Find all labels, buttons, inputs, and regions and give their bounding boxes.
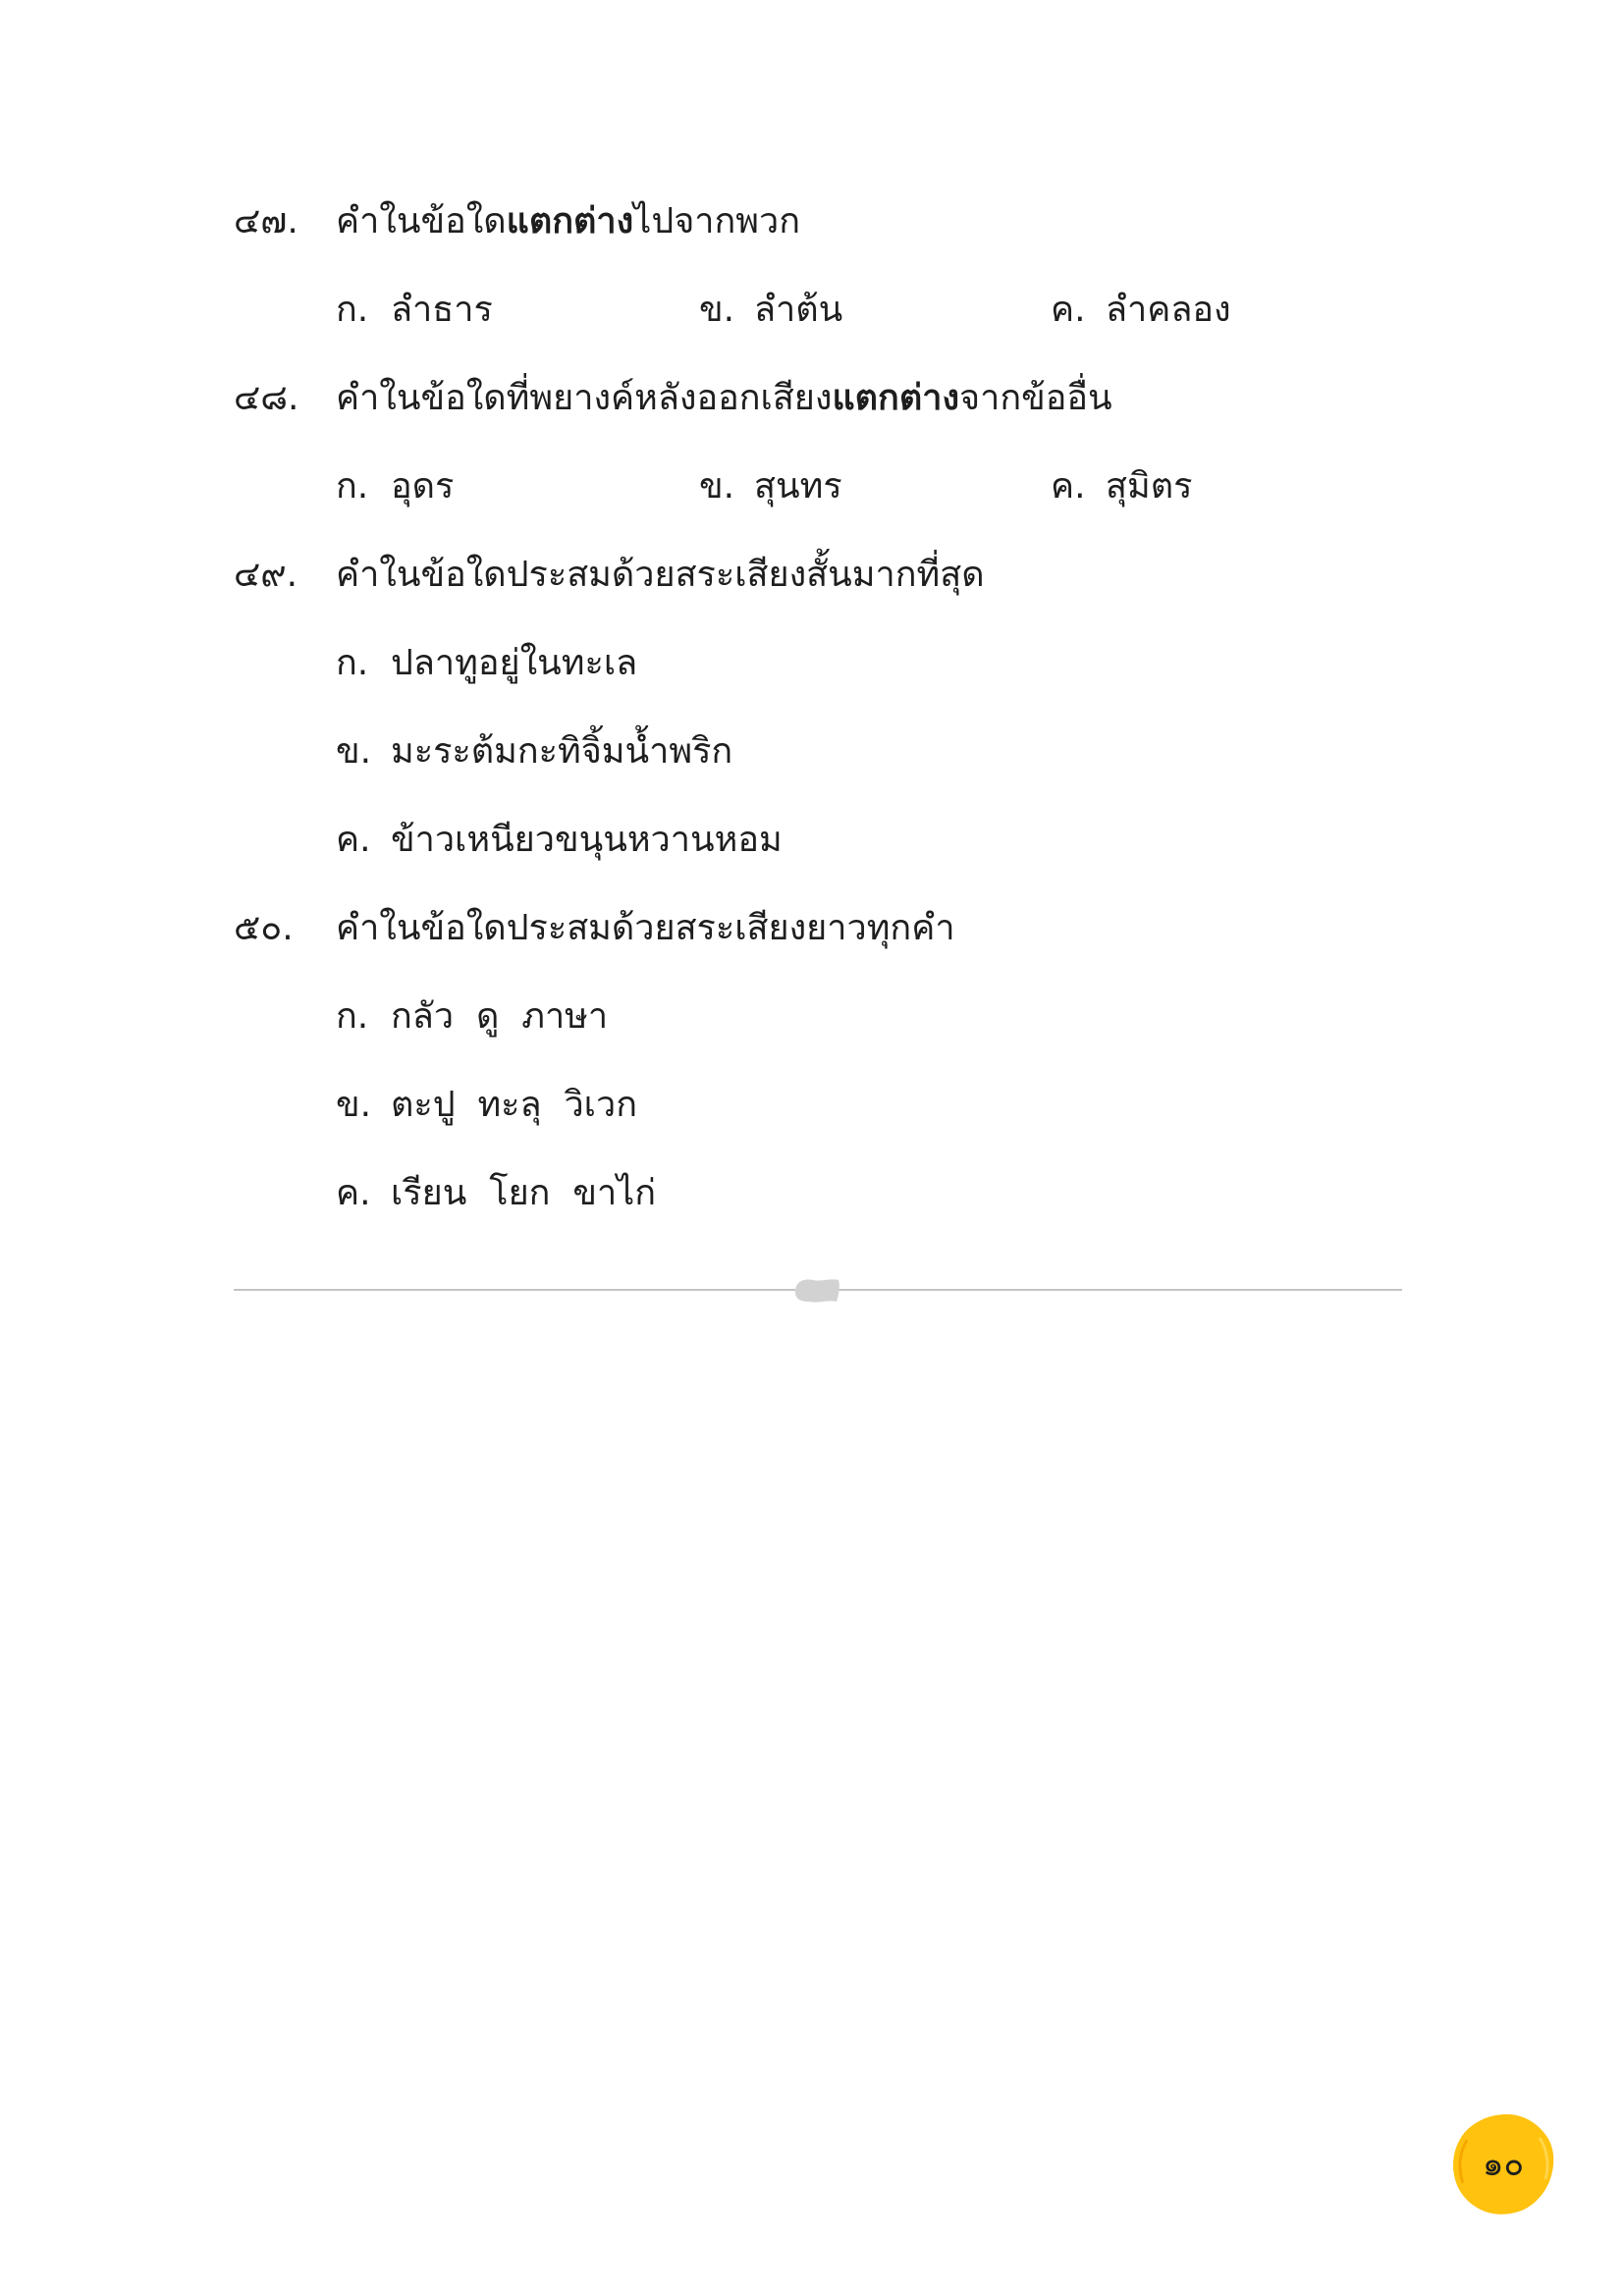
question-stem: คำในข้อใดประสมด้วยสระเสียงสั้นมากที่สุด <box>336 555 985 595</box>
option-50-b <box>336 1076 637 1135</box>
question-number: ๕๐. <box>234 908 294 948</box>
option-48-b <box>699 457 842 516</box>
option-label: ข. <box>699 466 735 507</box>
option-47-c <box>1051 281 1231 340</box>
option-label: ค. <box>336 820 371 860</box>
question-number: ๔๙. <box>234 555 298 595</box>
option-label: ข. <box>336 731 372 772</box>
question-49 <box>234 546 985 605</box>
option-50-a <box>336 988 608 1046</box>
scroll-ornament-icon <box>791 1272 842 1308</box>
option-text: เรียน โยก ขาไก่ <box>391 1173 657 1213</box>
page-number: ๑๐ <box>1482 2145 1525 2184</box>
option-label: ก. <box>336 643 369 683</box>
option-label: ก. <box>336 996 369 1037</box>
option-48-a <box>336 457 454 516</box>
question-stem-bold: แตกต่าง <box>506 201 634 241</box>
option-label: ก. <box>336 466 369 507</box>
question-number: ๔๗. <box>234 201 298 241</box>
question-stem-prefix: คำในข้อใดที่พยางค์หลังออกเสียง <box>336 378 833 418</box>
option-47-a <box>336 281 493 340</box>
option-text: ลำธาร <box>391 290 493 330</box>
option-49-c <box>336 811 783 870</box>
option-text: ลำต้น <box>754 290 843 330</box>
option-text: สุมิตร <box>1106 466 1193 507</box>
option-48-c <box>1051 457 1192 516</box>
option-50-c <box>336 1164 656 1223</box>
question-47 <box>234 192 800 251</box>
question-50 <box>234 899 955 958</box>
option-47-b <box>699 281 842 340</box>
question-stem: คำในข้อใดประสมด้วยสระเสียงยาวทุกคำ <box>336 908 955 948</box>
question-stem-suffix: ไปจากพวก <box>633 201 801 241</box>
option-text: ข้าวเหนียวขนุนหวานหอม <box>391 820 783 860</box>
option-49-b <box>336 722 732 781</box>
option-text: มะระต้มกะทิจิ้มน้ำพริก <box>391 731 733 772</box>
option-text: ตะปู ทะลุ วิเวก <box>391 1085 637 1125</box>
option-label: ค. <box>1051 290 1086 330</box>
option-label: ข. <box>699 290 735 330</box>
option-text: ลำคลอง <box>1106 290 1231 330</box>
option-label: ข. <box>336 1085 372 1125</box>
option-49-a <box>336 634 637 693</box>
option-text: ปลาทูอยู่ในทะเล <box>391 643 638 683</box>
divider-right <box>839 1289 1402 1291</box>
option-text: สุนทร <box>754 466 842 507</box>
divider-left <box>234 1289 795 1291</box>
question-stem-suffix: จากข้ออื่น <box>959 378 1112 418</box>
question-number: ๔๘. <box>234 378 299 418</box>
option-text: อุดร <box>391 466 455 507</box>
option-label: ก. <box>336 290 369 330</box>
option-text: กลัว ดู ภาษา <box>391 996 609 1037</box>
option-label: ค. <box>336 1173 371 1213</box>
option-label: ค. <box>1051 466 1086 507</box>
question-stem-bold: แตกต่าง <box>832 378 960 418</box>
question-stem-prefix: คำในข้อใด <box>336 201 507 241</box>
question-48 <box>234 369 1112 428</box>
